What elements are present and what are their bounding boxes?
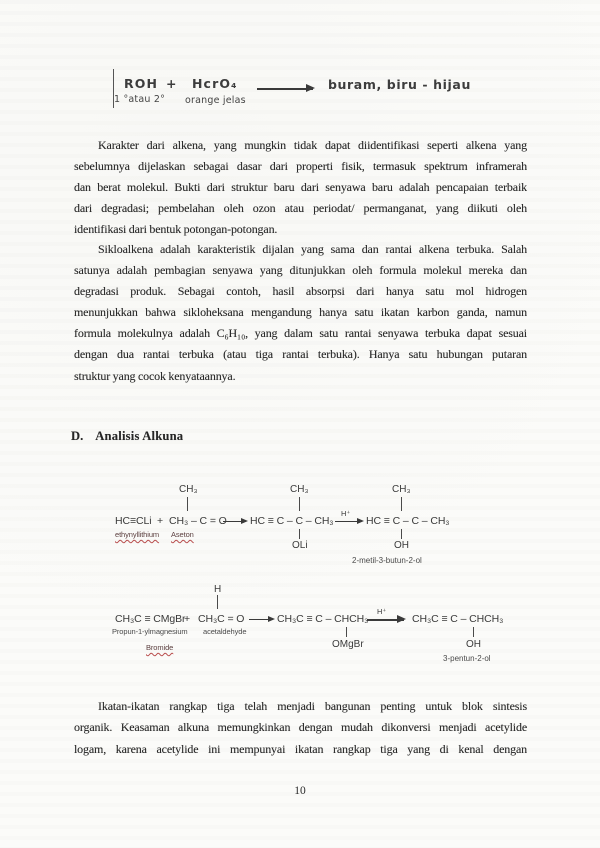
molecule-product: HC ≡ C – C – CH₃ xyxy=(366,515,450,527)
plus-sign: + xyxy=(184,613,191,625)
bond-line xyxy=(217,595,218,609)
molecule-acetaldehyde: CH₃C = O xyxy=(198,613,245,625)
product-iupac-name: 3-pentun-2-ol xyxy=(443,654,491,663)
section-heading xyxy=(71,429,183,444)
body-line: Sikloalkena adalah karakteristik dijalan yang sama dan rantai alkena terbuka. Salah xyxy=(98,242,527,256)
alcohol-oxidation-reaction xyxy=(113,66,483,114)
body-line: satunya adalah pembagian senyawa yang ditunjukkan oleh formula molekul mereka dan xyxy=(74,263,527,278)
branch-omgbr: OMgBr xyxy=(332,639,364,650)
product-iupac-name: 2-metil-3-butun-2-ol xyxy=(352,556,422,565)
label-bromide: Bromide xyxy=(146,643,174,652)
reaction-arrow xyxy=(367,619,404,621)
body-line: degradasi produk. Sebagai contoh, hasil absorpsi dari hanya satu mol hidrogen xyxy=(74,284,527,299)
plus-sign: + xyxy=(157,515,164,527)
reaction-scheme-2 xyxy=(113,582,513,670)
molecule-aseton: CH₃ – C = O xyxy=(169,515,227,527)
plus-sign: + xyxy=(166,76,178,91)
branch-oli: OLi xyxy=(292,540,308,551)
label-acetaldehyde: acetaldehyde xyxy=(203,627,247,636)
body-line: identifikasi dari bentuk potongan-potongan. xyxy=(74,222,278,237)
paragraph-alkena-karakter xyxy=(74,135,527,240)
bond-line xyxy=(346,627,347,637)
molecule-propynylmagnesium-bromide: CH₃C ≡ CMgBr xyxy=(115,613,186,625)
branch-oh: OH xyxy=(466,639,481,650)
molecule-ethynyllithium: HC≡CLi xyxy=(115,515,152,527)
body-line: dan berat molekul. Bukti dari struktur baru dari senyawa baru adalah pencapaian terbaik xyxy=(74,180,527,195)
molecule-intermediate: HC ≡ C – C – CH₃ xyxy=(250,515,334,527)
reaction-arrow xyxy=(223,521,246,522)
body-line: Ikatan-ikatan rangkap tiga telah menjadi bangunan penting untuk blok sintesis xyxy=(98,699,527,713)
reaction-arrow xyxy=(335,521,362,522)
bond-line xyxy=(299,529,300,539)
body-line: menunjukkan bahwa sikloheksana mengandung hanya satu ikatan karbon ganda, namun xyxy=(74,305,527,320)
body-line: formula molekulnya adalah C₆H₁₀, yang dalam satu rantai senyawa terbuka dapat sesuai xyxy=(74,326,527,341)
reaction-scheme-1 xyxy=(113,478,463,570)
branch-ch3: CH₃ xyxy=(179,484,198,495)
body-line: dari degradasi; pembelahan oleh ozon atau periodat/ permanganat, yang diikuti oleh xyxy=(74,201,527,216)
label-aseton: Aseton xyxy=(171,530,194,539)
branch-ch3: CH₃ xyxy=(290,484,309,495)
reagent-note: orange jelas xyxy=(185,95,246,106)
branch-h: H xyxy=(214,584,222,595)
bond-line xyxy=(473,627,474,637)
bond-line xyxy=(187,497,188,511)
bond-line xyxy=(401,497,402,511)
branch-ch3: CH₃ xyxy=(392,484,411,495)
page-number: 10 xyxy=(294,785,306,797)
body-line: logam, karena acetylide ini mempunyai ikatan rangkap tiga yang di kenal dengan xyxy=(74,741,527,756)
h-plus-label: H⁺ xyxy=(377,607,387,616)
molecule-intermediate: CH₃C ≡ C – CHCH₃ xyxy=(277,613,369,625)
paragraph-sikloalkena xyxy=(74,239,527,387)
reaction-arrow xyxy=(257,88,313,90)
reaction-result: buram, biru - hijau xyxy=(328,77,471,92)
h-plus-label: H⁺ xyxy=(341,509,351,518)
section-label: D. xyxy=(71,429,84,443)
body-line: struktur yang cocok kenyataannya. xyxy=(74,368,236,383)
body-line: Karakter dari alkena, yang mungkin tidak dapat diidentifikasi seperti alkena yang xyxy=(98,138,527,152)
body-line: dengan dua rantai terbuka (atau tiga rantai terbuka). Hanya satu hubungan putaran xyxy=(74,347,527,362)
reaction-arrow xyxy=(249,619,273,620)
reactant-roh: ROH xyxy=(124,76,159,91)
reactant-note: 1 °atau 2° xyxy=(114,94,166,105)
label-ethynyllithium: ethynyllithium xyxy=(115,530,160,539)
bond-line xyxy=(299,497,300,511)
branch-oh: OH xyxy=(394,540,409,551)
molecule-product: CH₃C ≡ C – CHCH₃ xyxy=(412,613,504,625)
body-line: organik. Keasaman alkuna memungkinkan dengan mudah dikonversi menjadi acetylide xyxy=(74,720,527,735)
section-title: Analisis Alkuna xyxy=(95,429,184,443)
label-propynylmagnesium: Propun-1-ylmagnesium xyxy=(112,627,188,636)
bond-line xyxy=(401,529,402,539)
paragraph-ikatan-rangkap xyxy=(74,696,527,760)
body-line: sebelumnya dijelaskan sebagai dasar dari properti fisik, termasuk spektrum inframerah xyxy=(74,159,527,174)
reagent-hcro4: HcrO₄ xyxy=(192,76,238,91)
